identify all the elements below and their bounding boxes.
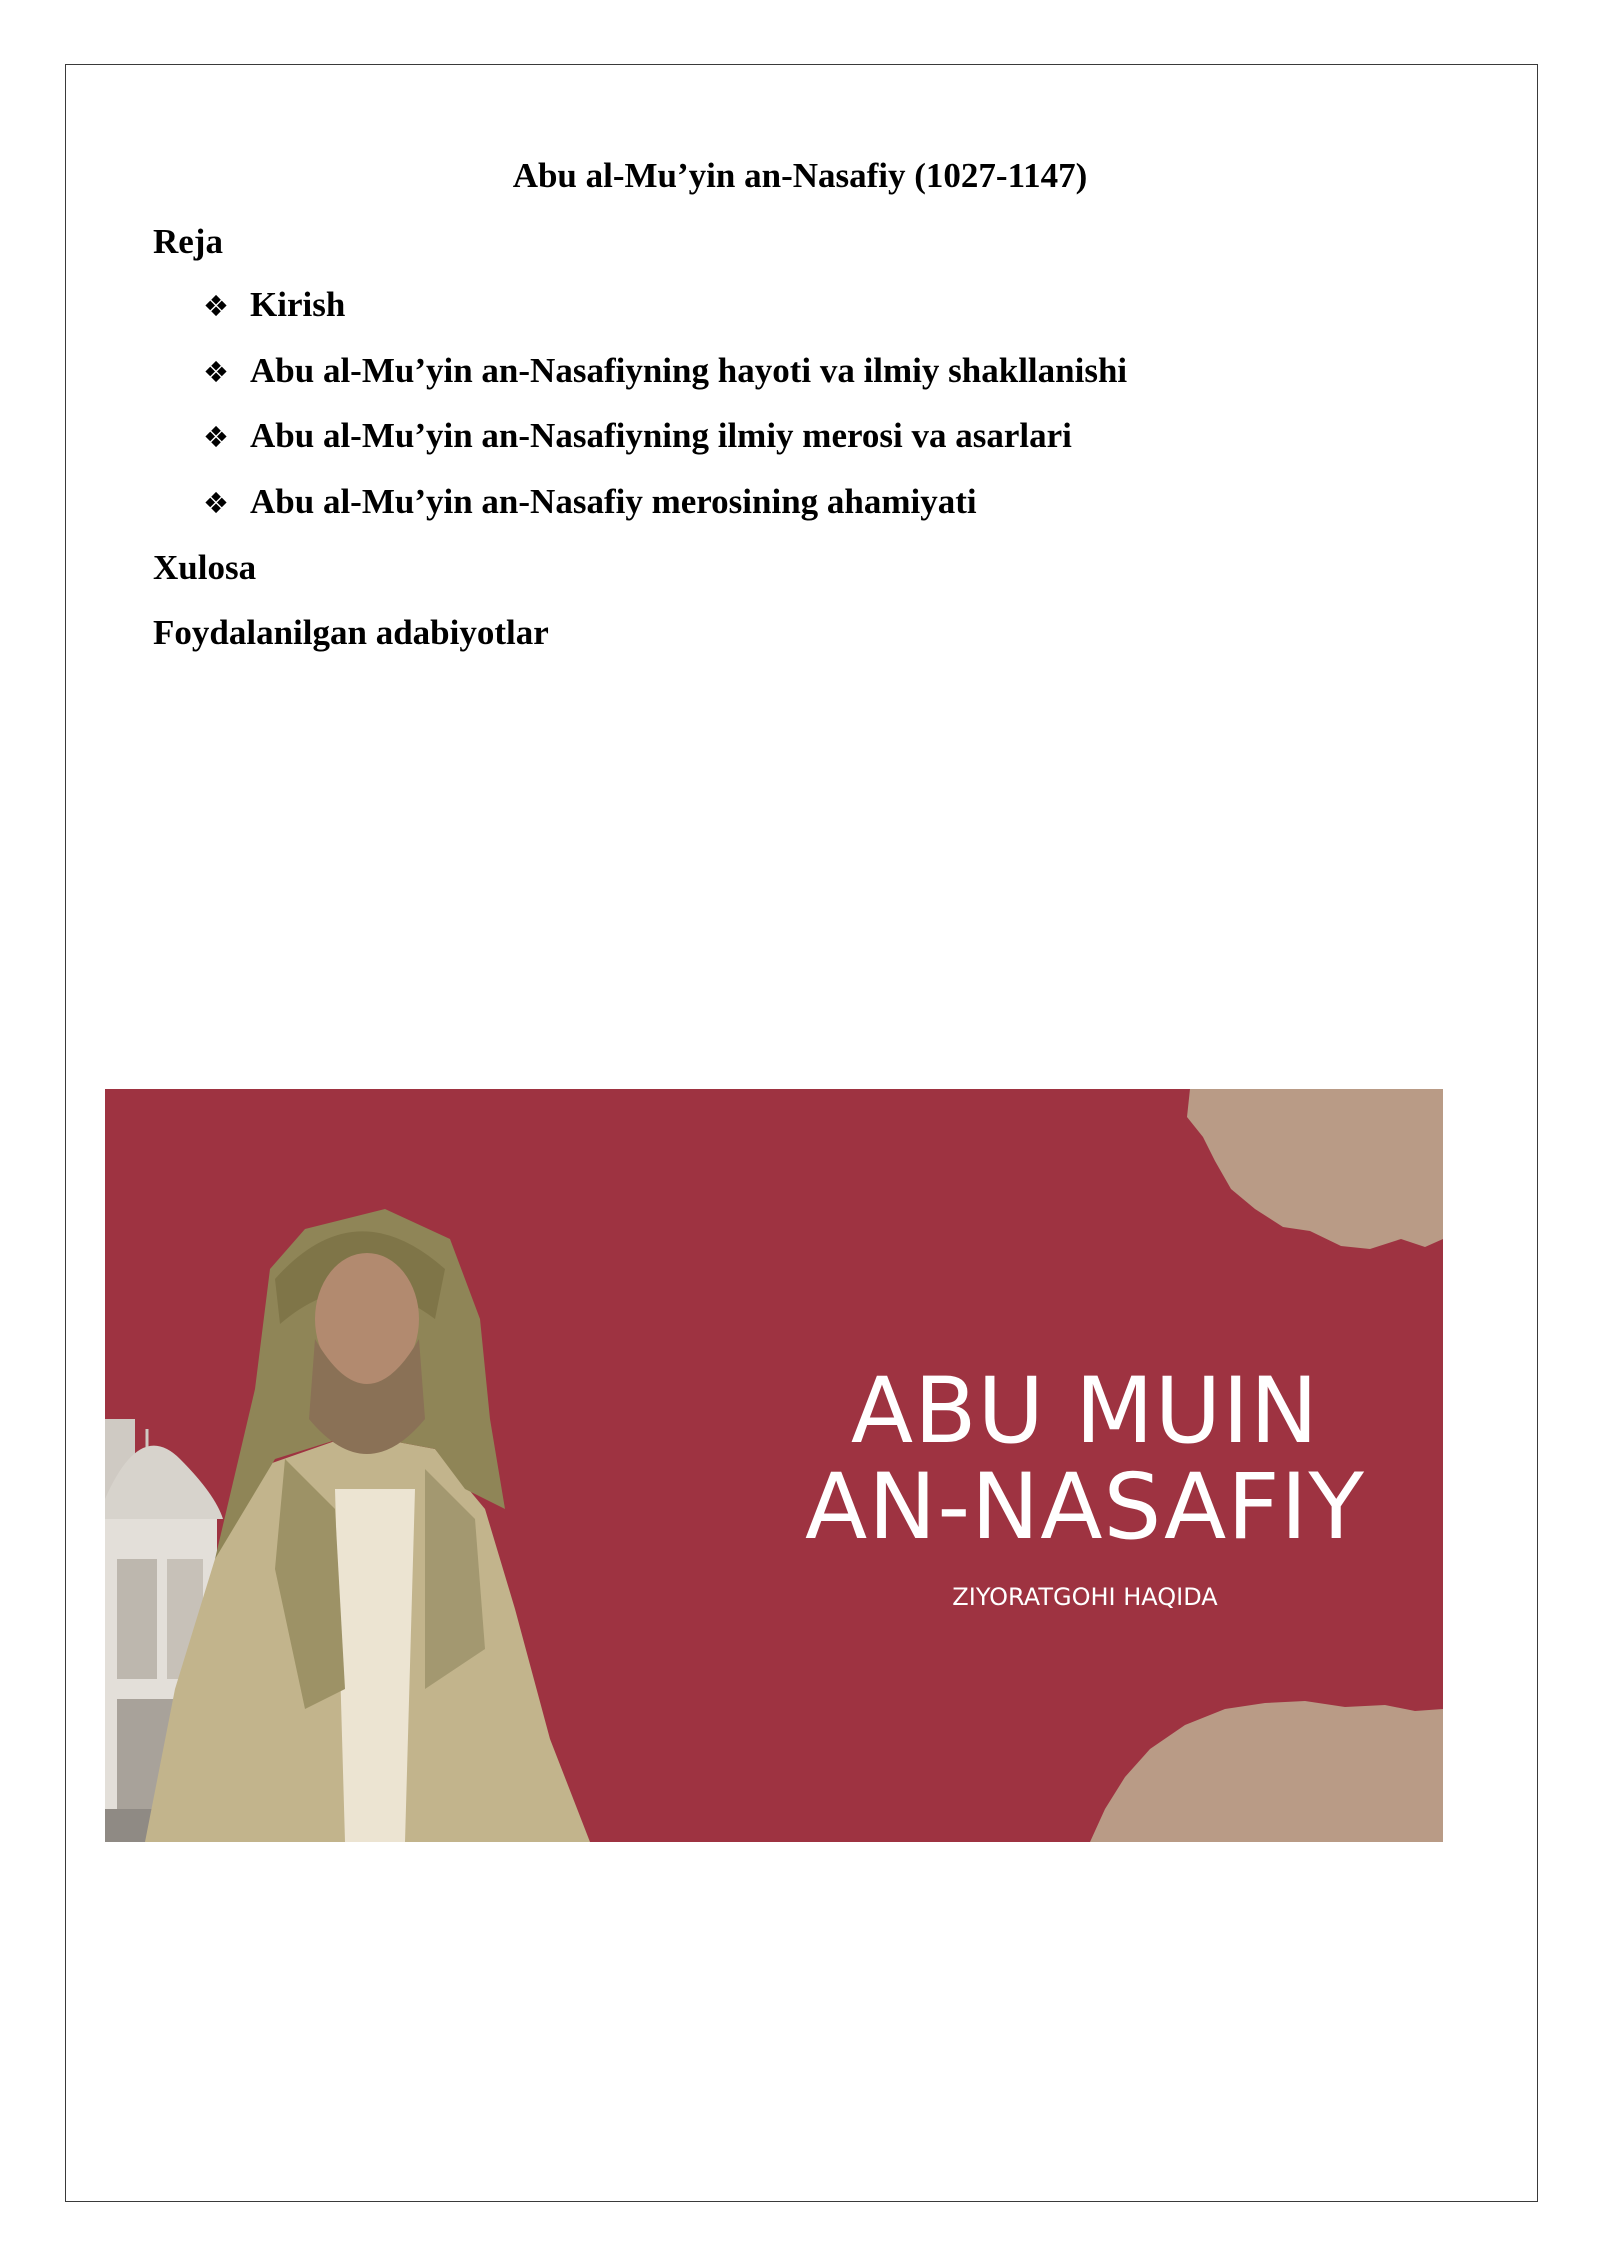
diamond-bullet-icon: ❖ [203, 289, 229, 323]
paper-patch-top [1187, 1089, 1443, 1249]
banner-image [105, 1089, 1443, 1842]
plan-list [203, 281, 1127, 543]
plan-item-label: Abu al-Mu’yin an-Nasafiy merosining ahamiyati [250, 481, 977, 521]
plan-item-label: Kirish [250, 285, 346, 324]
diamond-bullet-icon: ❖ [203, 485, 229, 520]
banner-heading-line2: AN-NASAFIY [805, 1455, 1365, 1560]
diamond-bullet-icon: ❖ [203, 420, 229, 454]
document-title: Abu al-Mu’yin an-Nasafiy (1027-1147) [512, 156, 1088, 195]
banner-heading-line1: ABU MUIN [850, 1359, 1320, 1464]
diamond-bullet-icon: ❖ [203, 354, 229, 389]
plan-item-label: Abu al-Mu’yin an-Nasafiyning hayoti va ilmiy shakllanishi [250, 350, 1128, 390]
conclusion-heading: Xulosa [153, 548, 257, 587]
plan-item-legacy [203, 412, 1127, 478]
plan-heading: Reja [153, 222, 223, 261]
plan-item-significance [203, 478, 1127, 544]
plan-item-label: Abu al-Mu’yin an-Nasafiyning ilmiy merosi va asarlari [250, 416, 1072, 455]
paper-patch-bottom [1090, 1701, 1443, 1842]
plan-item-intro [203, 281, 1127, 347]
banner-subtitle: ZIYORATGOHI HAQIDA [952, 1583, 1218, 1611]
plan-item-life [203, 347, 1127, 413]
references-heading: Foydalanilgan adabiyotlar [153, 613, 549, 652]
